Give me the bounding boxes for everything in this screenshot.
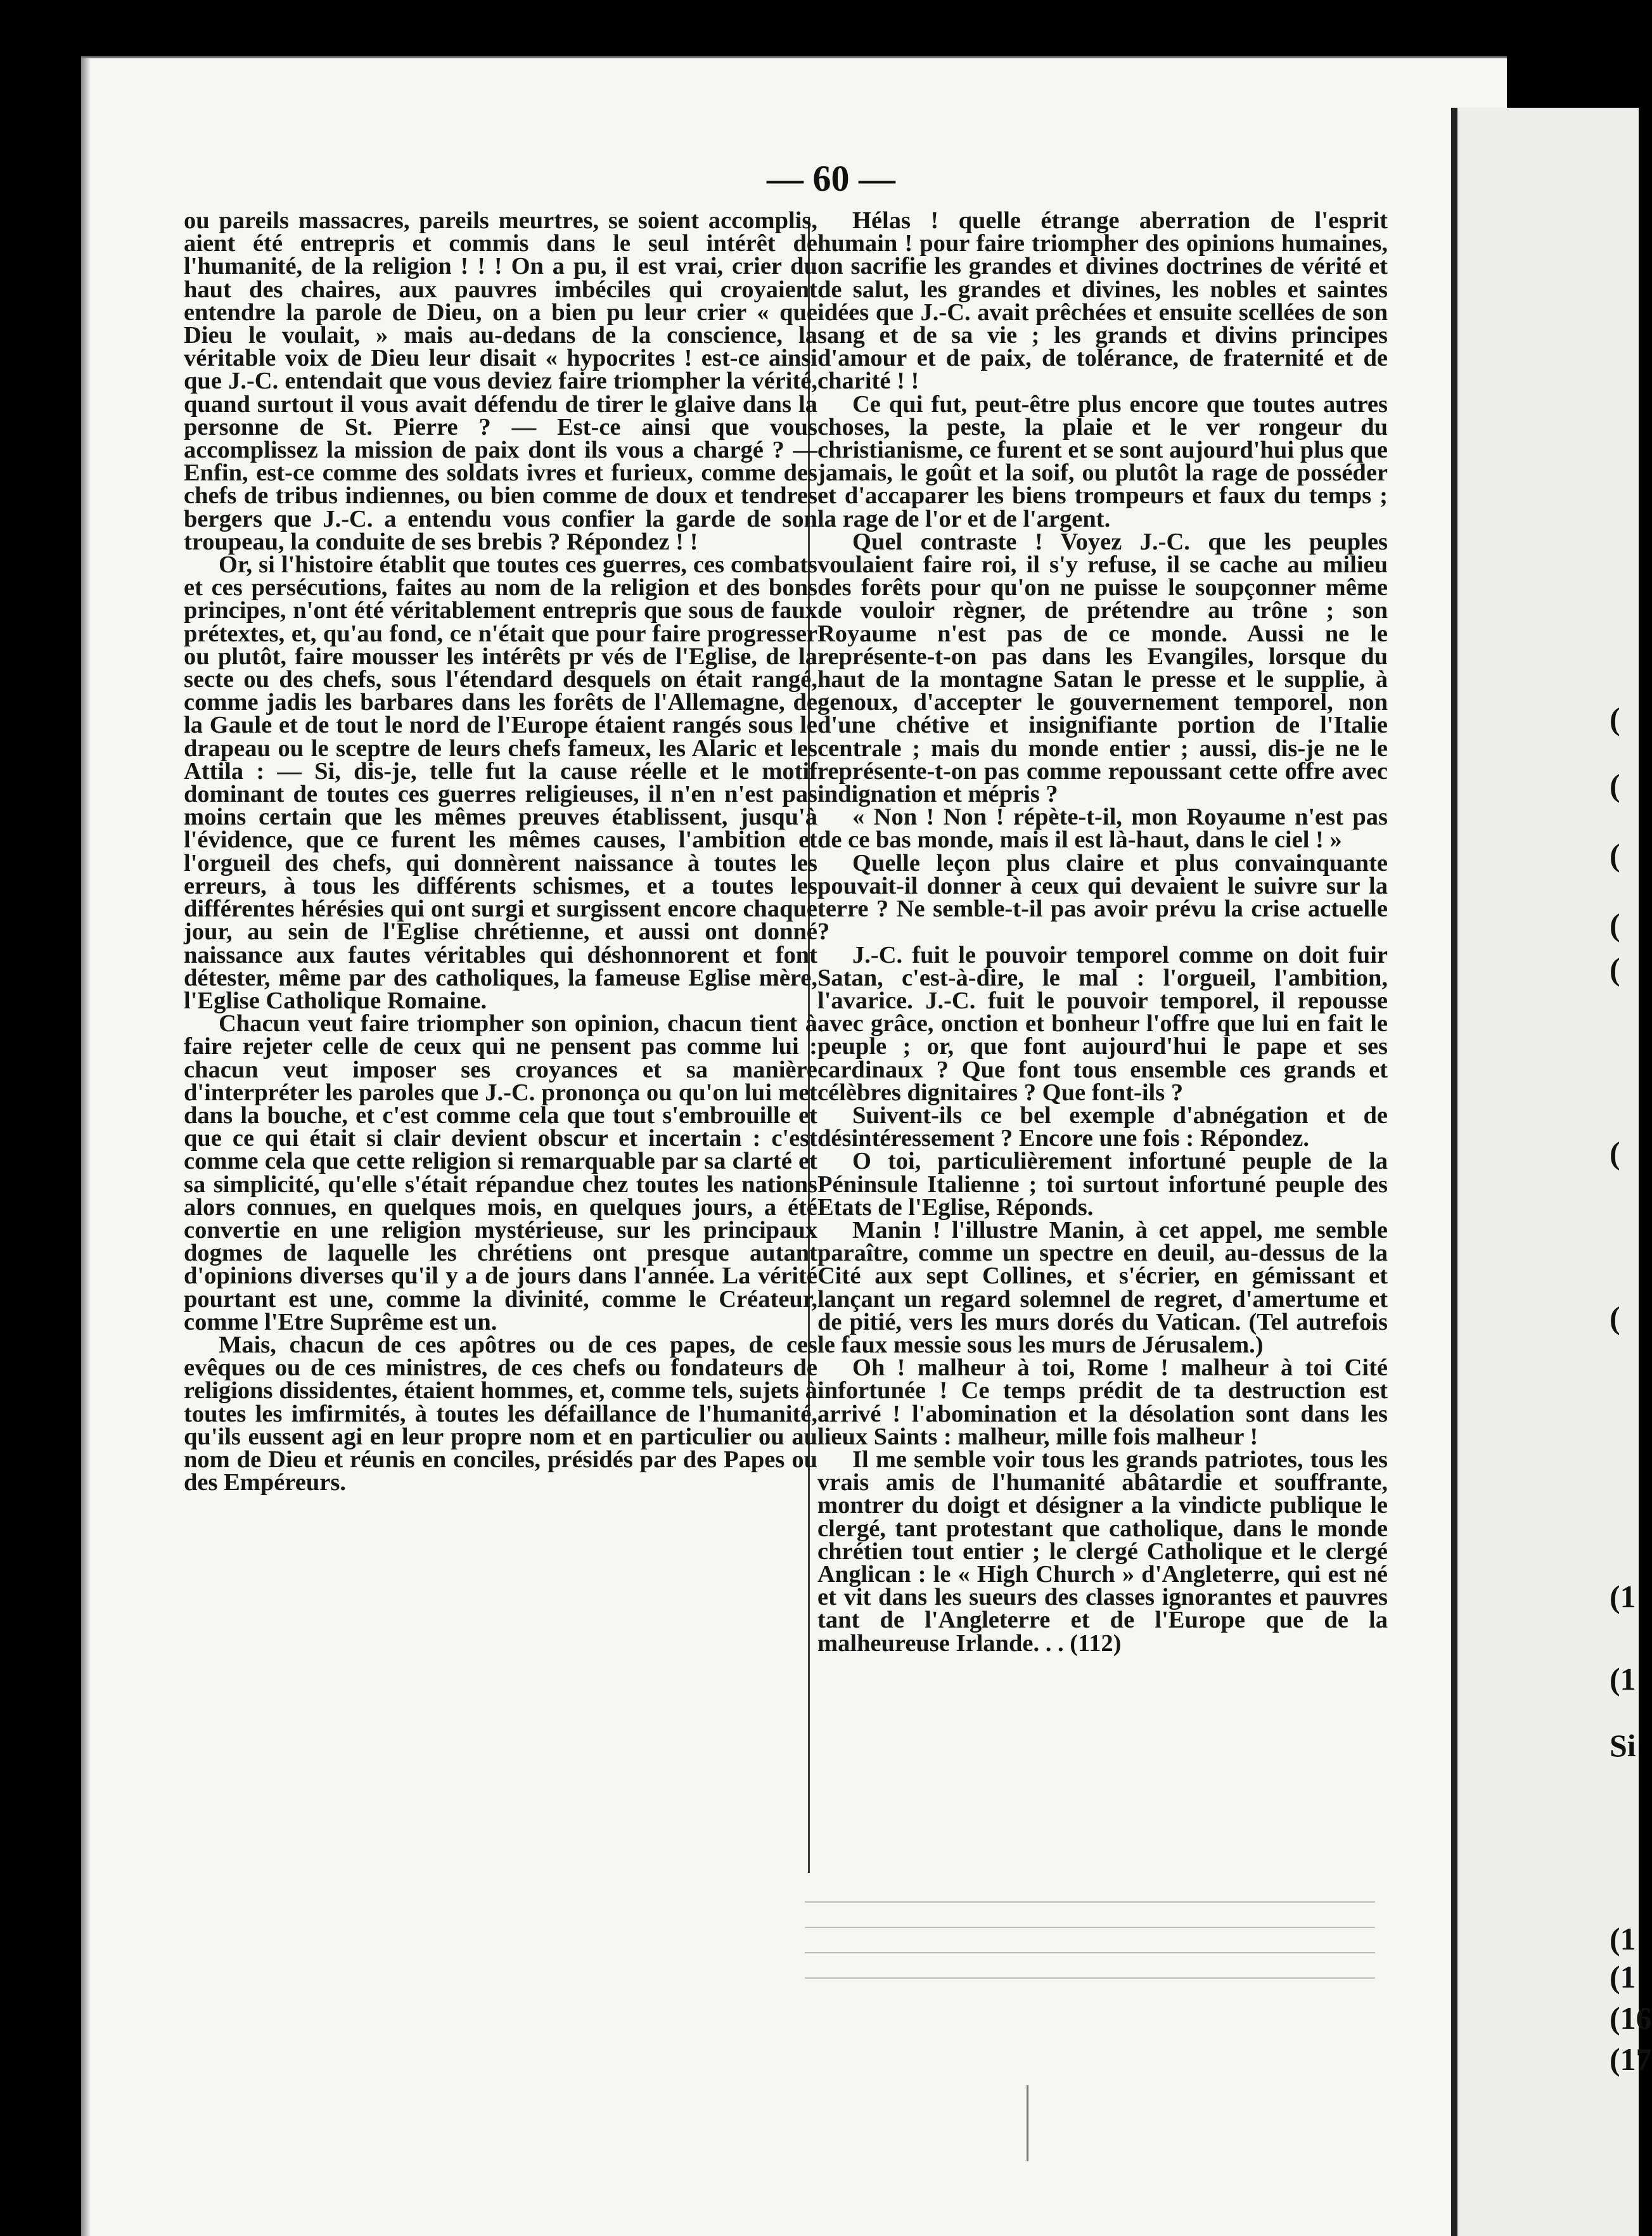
next-page-fragment: (16 xyxy=(1610,2000,1652,2036)
next-page-fragment: (1 xyxy=(1610,1921,1636,1956)
bleed-through-line xyxy=(805,1901,1375,1903)
page-left-edge xyxy=(81,58,90,2236)
paragraph: O toi, particulièrement infortuné peuple de la Péninsule Italienne ; toi surtout infortuné peuple des Etats de l'Eglise, Réponds. xyxy=(817,1148,1388,1221)
bleed-through-line xyxy=(805,1977,1375,1979)
next-page-fragment: (1 xyxy=(1610,1661,1636,1697)
adjacent-page xyxy=(1451,108,1652,2236)
paragraph: Or, si l'histoire établit que toutes ces guerres, ces combats et ces persécutions, faites au nom de la religion et des bons principes, n'ont été véritablement entrepris que sous de faux prétextes, et, qu'au fond, ce n'était que pour faire progresser ou plutôt, faire mousser les intérêts pr vés de l'Eglise, de la secte ou des chefs, sous l'étendard desquels on était rangé, comme jadis les barbares dans les forêts de l'Allemagne, de la Gaule et de tout le nord de l'Europe étaient rangés sous le drapeau ou le sceptre de leurs chefs fameux, les Alaric et les Attila : — Si, dis-je, telle fut la cause réelle et le motif dominant de toutes ces guerres religieuses, il n'en n'est pas moins certain que les mêmes preuves établissent, jusqu'à l'évidence, que ce furent les mêmes causes, l'ambition et l'orgueil des chefs, qui donnèrent naissance à toutes les erreurs, à tous les différents schismes, et a toutes les différentes hérésies qui ont surgi et surgissent encore chaque jour, au sein de l'Eglise chrétienne, et aussi ont donné naissance aux fautes véritables qui déshonnorent et font détester, même par des catholiques, la fameuse Eglise mère, l'Eglise Catholique Romaine. xyxy=(184,551,817,1014)
paragraph: Oh ! malheur à toi, Rome ! malheur à toi Cité infortunée ! Ce temps prédit de ta destruction est arrivé ! l'abomination et la désolation sont dans les lieux Saints : malheur, mille fois malheur ! xyxy=(817,1354,1388,1450)
paragraph: Suivent-ils ce bel exemple d'abnégation et de désintéressement ? Encore une fois : Répondez. xyxy=(817,1102,1388,1152)
paragraph: J.-C. fuit le pouvoir temporel comme on doit fuir Satan, c'est-à-dire, le mal : l'orgueil, l'ambition, l'avarice. J.-C. fuit le pouvoir temporel, il repousse avec grâce, onction et bonheur l'offre que lui en fait le peuple ; or, que font aujourd'hui le pape et ses cardinaux ? Que font tous ensemble ces grands et célèbres dignitaires ? Que font-ils ? xyxy=(817,941,1388,1106)
page-number: — 60 — xyxy=(767,158,895,199)
paragraph: Ce qui fut, peut-être plus encore que toutes autres choses, la peste, la plaie et le ver rongeur du christianisme, ce furent et se sont aujourd'hui plus que jamais, le goût et la soif, ou plutôt la rage de posséder et d'accaparer les biens trompeurs et faux du temps ; la rage de l'or et de l'argent. xyxy=(817,390,1388,532)
next-page-fragment: ( xyxy=(1610,1300,1620,1335)
left-column xyxy=(184,209,817,1494)
paragraph: Mais, chacun de ces apôtres ou de ces papes, de ces evêques ou de ces ministres, de ces chefs ou fondateurs de religions dissidentes, étaient hommes, et, comme tels, sujets à toutes les imfirmités, à toutes les défaillance de l'humanité, qu'ils eussent agi en leur propre nom et en particulier ou au nom de Dieu et réunis en conciles, présidés par des Papes ou des Empéreurs. xyxy=(184,1331,817,1496)
next-page-fragment: ( xyxy=(1610,951,1620,987)
paragraph: « Non ! Non ! répète-t-il, mon Royaume n'est pas de ce bas monde, mais il est là-haut, dans le ciel ! » xyxy=(817,804,1388,854)
bleed-through-line xyxy=(805,1952,1375,1953)
next-page-fragment: ( xyxy=(1610,768,1620,803)
paragraph: Chacun veut faire triompher son opinion, chacun tient à faire rejeter celle de ceux qui ne pensent pas comme lui : chacun veut imposer ses croyances et sa manière d'interpréter les paroles que J.-C. prononça ou qu'on lui met dans la bouche, et c'est comme cela que tout s'embrouille et que ce qui était si clair devient obscur et incertain : c'est comme cela que cette religion si remarquable par sa clarté et sa simplicité, qu'elle s'était répandue chez toutes les nations alors connues, en quelques mois, en quelques jours, a été convertie en une religion mystérieuse, sur les principaux dogmes de laquelle les chrétiens ont presque autant d'opinions diverses qu'il y a de jours dans l'année. La vérité pourtant est une, comme la divinité, comme le Créateur, comme l'Etre Suprême est un. xyxy=(184,1010,817,1335)
next-page-fragment: ( xyxy=(1610,1135,1620,1171)
ink-smudge xyxy=(1027,2085,1054,2161)
next-page-fragment: (17 xyxy=(1610,2041,1652,2077)
bleed-through-line xyxy=(805,1927,1375,1928)
paragraph: Hélas ! quelle étrange aberration de l'esprit humain ! pour faire triompher des opinions humaines, on sacrifie les grandes et divines doctrines de vérité et de salut, les grandes et divines, les nobles et saintes idées que J.-C. avait prêchées et ensuite scellées de son sang et de sa vie ; les grands et divins principes d'amour et de paix, de tolérance, de fraternité et de charité ! ! xyxy=(817,207,1388,395)
right-column xyxy=(817,209,1388,1655)
next-page-fragment: (1 xyxy=(1610,1579,1636,1614)
next-page-fragment: ( xyxy=(1610,837,1620,873)
next-page-fragment: (1 xyxy=(1610,1959,1636,1995)
next-page-fragment: Si xyxy=(1610,1728,1636,1763)
paragraph: ou pareils massacres, pareils meurtres, se soient accomplis, aient été entrepris et commis dans le seul intérêt de l'humanité, de la religion ! ! ! On a pu, il est vrai, crier du haut des chaires, aux pauvres imbéciles qui croyaient entendre la parole de Dieu, on a bien pu leur crier « que Dieu le voulait, » mais au-dedans de la conscience, la véritable voix de Dieu leur disait « hypocrites ! est-ce ainsi que J.-C. entendait que vous deviez faire triompher la vérité, quand surtout il vous avait défendu de tirer le glaive dans la personne de St. Pierre ? — Est-ce ainsi que vous accomplissez la mission de paix dont ils vous a chargé ? — Enfin, est-ce comme des soldats ivres et furieux, comme des chefs de tribus indiennes, ou bien comme de doux et tendres bergers que J.-C. a entendu vous confier la garde de son troupeau, la conduite de ses brebis ? Répondez ! ! xyxy=(184,207,817,555)
next-page-fragment: ( xyxy=(1610,907,1620,942)
next-page-fragment: ( xyxy=(1610,701,1620,736)
paragraph: Quel contraste ! Voyez J.-C. que les peuples voulaient faire roi, il s'y refuse, il se cache au milieu des forêts pour qu'on ne puisse le soupçonner même de vouloir règner, de prétendre au trône ; son Royaume n'est pas de ce monde. Aussi ne le représente-t-on pas dans les Evangiles, lorsque du haut de la montagne Satan le presse et le supplie, à genoux, d'accepter le gouvernement temporel, non d'une chétive et insignifiante portion de l'Italie centrale ; mais du monde entier ; aussi, dis-je ne le représente-t-on pas comme repoussant cette offre avec indignation et mépris ? xyxy=(817,528,1388,808)
paragraph: Quelle leçon plus claire et plus convainquante pouvait-il donner à ceux qui devaient le suivre sur la terre ? Ne semble-t-il pas avoir prévu la crise actuelle ? xyxy=(817,849,1388,946)
paragraph: Manin ! l'illustre Manin, à cet appel, me semble paraître, comme un spectre en deuil, au-dessus de la Cité aux sept Collines, et s'écrier, en gémissant et lançant un regard solemnel de regret, d'amertume et de pitié, vers les murs dorés du Vatican. (Tel autrefois le faux messie sous les murs de Jérusalem.) xyxy=(817,1216,1388,1358)
paragraph: Il me semble voir tous les grands patriotes, tous les vrais amis de l'humanité abâtardie et souffrante, montrer du doigt et désigner a la vindicte publique le clergé, tant protestant que catholique, dans le monde chrétien tout entier ; le clergé Catholique et le clergé Anglican : le « High Church » d'Angleterre, qui est né et vit dans les sueurs des classes ignorantes et pauvres tant de l'Angleterre et de l'Europe que de la malheureuse Irlande. . . (112) xyxy=(817,1446,1388,1657)
